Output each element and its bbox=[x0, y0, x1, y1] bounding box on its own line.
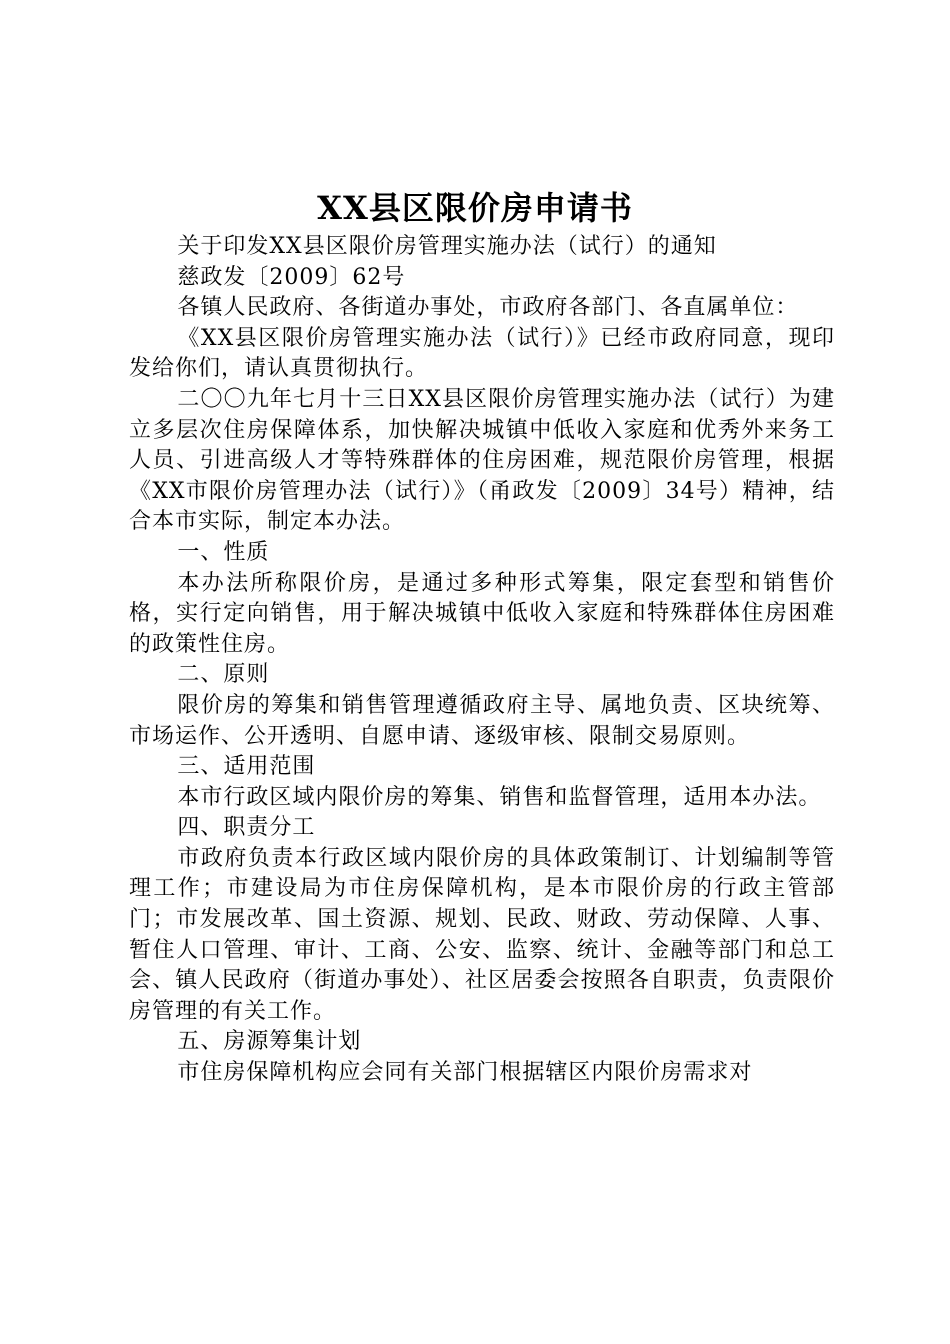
body-paragraph: 本市行政区域内限价房的筹集、销售和监督管理，适用本办法。 bbox=[177, 784, 822, 810]
document-title: XX县区限价房申请书 bbox=[317, 189, 633, 227]
notice-heading: 关于印发XX县区限价房管理实施办法（试行）的通知 bbox=[177, 234, 717, 259]
document-body bbox=[129, 232, 835, 1089]
section-heading: 一、性质 bbox=[177, 539, 270, 565]
section-heading: 三、适用范围 bbox=[177, 754, 316, 780]
addressee-paragraph: 各镇人民政府、各街道办事处，市政府各部门、各直属单位： bbox=[177, 295, 799, 321]
body-paragraph: 本办法所称限价房，是通过多种形式筹集，限定套型和销售价格，实行定向销售，用于解决城镇中低收入家庭和特殊群体住房困难的政策性住房。 bbox=[129, 570, 835, 657]
body-paragraph: 市政府负责本行政区域内限价房的具体政策制订、计划编制等管理工作；市建设局为市住房保障机构，是本市限价房的行政主管部门；市发展改革、国土资源、规划、民政、财政、劳动保障、人事、暂住人口管理、审计、工商、公安、监察、统计、金融等部门和总工会、镇人民政府（街道办事处）、社区居委会按照各自职责，负责限价房管理的有关工作。 bbox=[129, 845, 835, 1024]
body-paragraph: 《XX县区限价房管理实施办法（试行）》已经市政府同意，现印发给你们，请认真贯彻执行。 bbox=[129, 325, 835, 382]
section-heading: 四、职责分工 bbox=[177, 815, 316, 841]
body-paragraph: 二〇〇九年七月十三日XX县区限价房管理实施办法（试行）为建立多层次住房保障体系，加快解决城镇中低收入家庭和优秀外来务工人员、引进高级人才等特殊群体的住房困难，规范限价房管理，根据《XX市限价房管理办法（试行）》（甬政发〔2009〕34号）精神，结合本市实际，制定本办法。 bbox=[129, 386, 835, 535]
document-number: 慈政发〔2009〕62号 bbox=[177, 264, 406, 290]
body-paragraph: 限价房的筹集和销售管理遵循政府主导、属地负责、区块统筹、市场运作、公开透明、自愿申请、逐级审核、限制交易原则。 bbox=[129, 692, 835, 749]
section-heading: 二、原则 bbox=[177, 662, 270, 688]
body-paragraph: 市住房保障机构应会同有关部门根据辖区内限价房需求对 bbox=[177, 1060, 753, 1086]
section-heading: 五、房源筹集计划 bbox=[177, 1029, 362, 1055]
